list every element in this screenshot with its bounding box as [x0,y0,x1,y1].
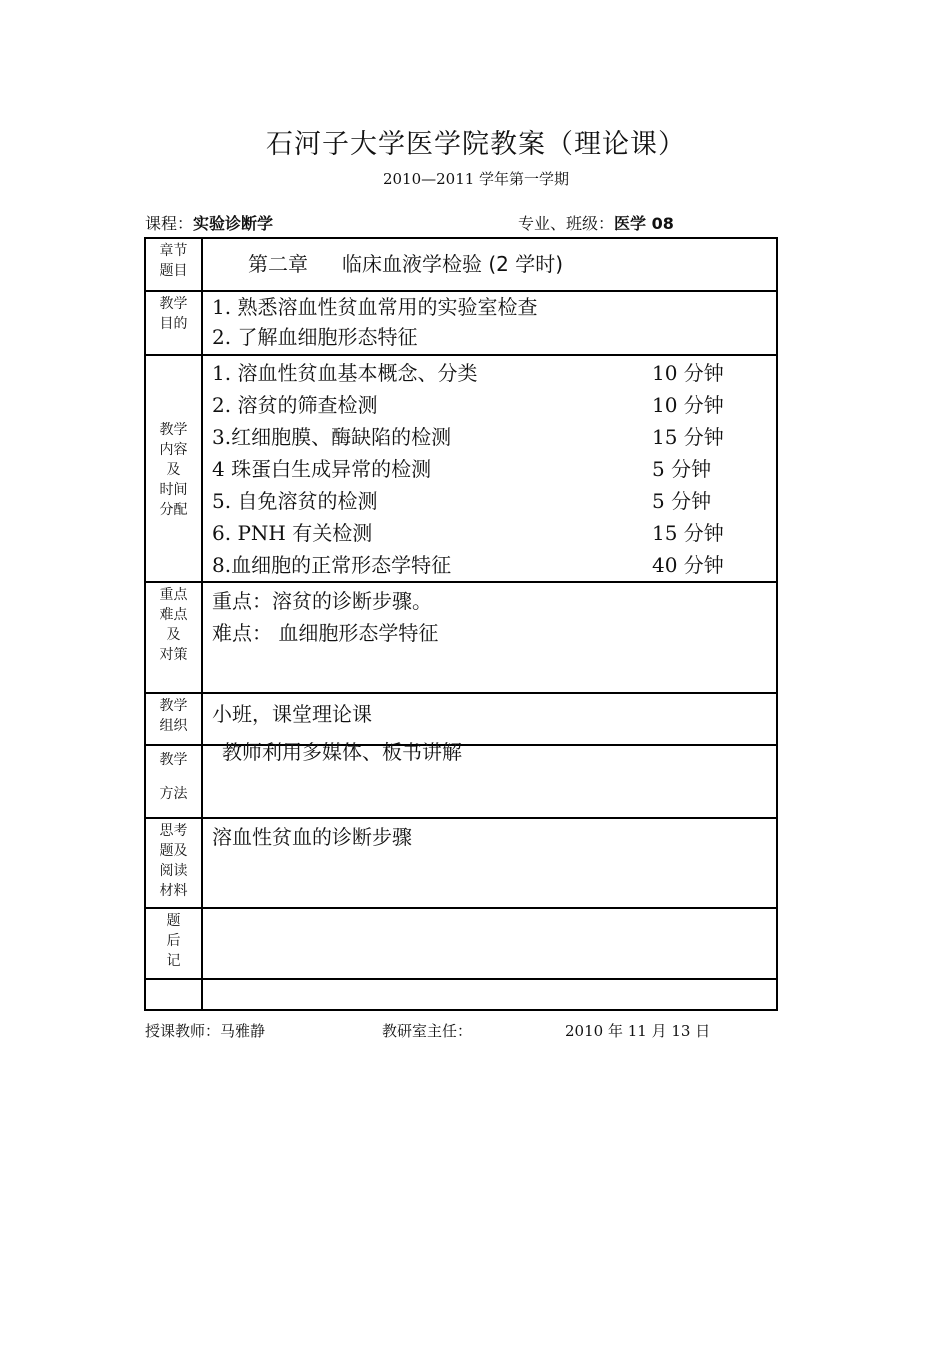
content-item [212,453,776,485]
course-line [145,211,273,234]
content-minutes: 15 分钟 [652,521,724,545]
organization-label: 教学 组织 [145,693,202,745]
content-minutes: 5 分钟 [652,457,712,481]
notes-row [145,908,777,979]
method-row [145,745,777,818]
organization-cell [202,693,777,745]
chapter-title: 临床血液学检验 (2 学时) [342,252,564,276]
content-minutes: 5 分钟 [652,489,712,513]
blank-content-cell [202,979,777,1010]
content-minutes: 40 分钟 [652,553,724,577]
content-item [212,421,776,453]
course-value: 实验诊断学 [193,214,274,233]
content-item [212,549,776,581]
content-topic: 6. PNH 有关检测 [212,521,373,545]
plan-date: 2010 年 11 月 13 日 [565,1022,711,1040]
content-minutes: 15 分钟 [652,425,724,449]
reading-text: 溶血性贫血的诊断步骤 [212,825,412,849]
content-item [212,517,776,549]
chapter-cell [202,238,777,291]
content-topic: 2. 溶贫的筛查检测 [212,393,378,417]
content-item [212,357,776,389]
content-minutes: 10 分钟 [652,361,724,385]
reading-row [145,818,777,908]
key-points-cell [202,582,777,693]
course-label: 课程： [145,214,194,233]
organization-text: 小班，课堂理论课 [212,702,372,726]
content-label: 教学 内容 及 时间 分配 [145,355,202,582]
objectives-cell [202,291,777,355]
content-item [212,389,776,421]
blank-row [145,979,777,1010]
key-points-row [145,582,777,693]
objective-item: 1. 熟悉溶血性贫血常用的实验室检查 [212,295,538,319]
content-topic: 1. 溶血性贫血基本概念、分类 [212,361,478,385]
key-point-text: 重点：溶贫的诊断步骤。 [212,589,432,613]
content-topic: 3.红细胞膜、酶缺陷的检测 [212,425,452,449]
content-topic: 5. 自免溶贫的检测 [212,489,378,513]
method-cell [202,740,777,818]
content-item [212,485,776,517]
objective-item: 2. 了解血细胞形态特征 [212,325,418,349]
content-topic: 8.血细胞的正常形态学特征 [212,553,452,577]
lesson-plan-table [144,237,778,1011]
key-points-label: 重点 难点 及 对策 [145,582,202,693]
method-label: 教学 方法 [145,745,202,818]
difficulty-text: 难点： 血细胞形态学特征 [212,621,439,645]
term-subtitle: 2010—2011 学年第一学期 [382,170,570,188]
director-signature: 教研室主任： [382,1022,473,1040]
objectives-row [145,291,777,355]
major-value: 医学 08 [614,214,674,233]
teacher-signature: 授课教师：马雅静 [145,1022,266,1040]
blank-label-cell [145,979,202,1010]
major-line [518,211,674,234]
content-topic: 4 珠蛋白生成异常的检测 [212,457,432,481]
organization-row [145,693,777,745]
chapter-row [145,238,777,291]
reading-label: 思考 题及 阅读 材料 [145,818,202,908]
chapter-label: 章节 题目 [145,238,202,291]
notes-label: 题 后 记 [145,908,202,979]
chapter-number: 第二章 [248,252,308,276]
content-row [145,355,777,582]
reading-cell [202,818,777,908]
content-minutes: 10 分钟 [652,393,724,417]
major-label: 专业、班级： [518,214,615,233]
page-title: 石河子大学医学院教案（理论课） [266,129,686,160]
notes-cell [202,908,777,979]
method-text: 教师利用多媒体、板书讲解 [222,740,462,764]
content-cell [202,355,777,582]
objectives-label: 教学 目的 [145,291,202,355]
